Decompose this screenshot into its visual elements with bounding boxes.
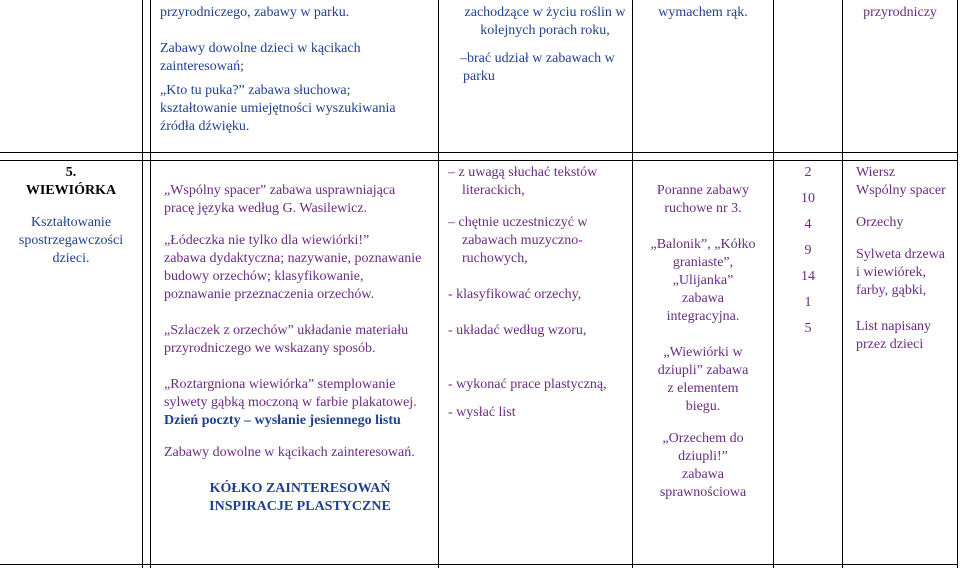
materials-line: Wspólny spacer: [856, 183, 946, 198]
top-goal-line: kolejnych porach roku,: [480, 23, 610, 38]
top-goal-line: parku: [463, 69, 495, 84]
table-border-left: [142, 0, 143, 568]
goal-line: - wykonać prace plastyczną,: [448, 377, 607, 392]
number-value: 4: [804, 217, 812, 232]
number-value: 9: [804, 243, 812, 258]
materials-line: Sylweta drzewa: [856, 247, 946, 262]
activity-line: poznawanie przeznaczenia orzechów.: [164, 287, 375, 302]
activity-line: Zabawy dowolne w kącikach zainteresowań.: [164, 445, 415, 460]
top-goal-line: zachodzące w życiu roślin w: [464, 5, 626, 20]
circle-subtitle: INSPIRACJE PLASTYCZNE: [209, 499, 391, 514]
goal-line: literackich,: [462, 183, 525, 198]
row-divider-mid: [0, 160, 958, 161]
goal-line: ruchowych,: [462, 251, 528, 266]
activity-line: pracę języka według G. Wasilewicz.: [164, 201, 368, 216]
motor-line: graniaste”,: [672, 255, 734, 270]
number-value: 14: [801, 269, 815, 284]
activity-line-highlight: Dzień poczty – wysłanie jesiennego listu: [164, 413, 401, 428]
top-activity-line: przyrodniczego, zabawy w parku.: [160, 5, 350, 20]
top-motor-line: wymachem rąk.: [658, 5, 748, 20]
table-border-col-5: [842, 0, 843, 568]
topic-goal-line: dzieci.: [52, 251, 90, 266]
materials-line: Orzechy: [856, 215, 904, 230]
activity-line: „Wspólny spacer” zabawa usprawniająca: [164, 183, 396, 198]
topic-number: 5.: [65, 165, 77, 180]
topic-title: WIEWIÓRKA: [25, 183, 117, 198]
top-activity-line: Zabawy dowolne dzieci w kącikach zainteresowań;: [160, 41, 361, 74]
motor-line: „Orzechem do: [662, 431, 744, 446]
number-value: 1: [804, 295, 812, 310]
materials-line: Wiersz: [856, 165, 896, 180]
materials-line: i wiewiórek,: [856, 265, 926, 280]
motor-line: dziupli” zabawa: [657, 363, 749, 378]
activity-line: „Łódeczka nie tylko dla wiewiórki!”: [164, 233, 370, 248]
circle-title: KÓŁKO ZAINTERESOWAŃ: [209, 481, 391, 496]
goal-line: - wysłać list: [448, 405, 516, 420]
motor-cell: [633, 182, 773, 502]
table-border-col-1: [150, 0, 151, 568]
top-activity-line: kształtowanie umiejętności wyszukiwania: [160, 101, 396, 116]
motor-line: Poranne zabawy: [656, 183, 750, 198]
motor-line: zabawa: [682, 291, 724, 306]
materials-line: List napisany: [856, 319, 932, 334]
motor-line: ruchowe nr 3.: [664, 201, 742, 216]
activity-line: „Szlaczek z orzechów” układanie materiału: [164, 323, 409, 338]
row-divider-top: [0, 152, 958, 153]
motor-line: „Balonik”, „Kółko: [650, 237, 756, 252]
table-border-right: [957, 0, 958, 568]
topic-goal-line: spostrzegawczości: [18, 233, 124, 248]
top-activity-line: „Kto tu puka?” zabawa słuchowa;: [160, 83, 351, 98]
number-value: 10: [801, 191, 815, 206]
top-activities-cell: [160, 4, 435, 136]
motor-line: integracyjna.: [666, 309, 740, 324]
motor-line: „Wiewiórki w: [663, 345, 743, 360]
motor-line: sprawnościowa: [659, 485, 747, 500]
activity-line: „Roztargniona wiewiórka” stemplowanie: [164, 377, 396, 392]
topic-goal-line: Kształtowanie: [30, 215, 112, 230]
number-value: 5: [804, 321, 812, 336]
goal-line: - klasyfikować orzechy,: [448, 287, 582, 302]
top-materials-line: przyrodniczy: [863, 5, 937, 20]
materials-line: farby, gąbki,: [856, 283, 927, 298]
materials-cell: [856, 164, 956, 354]
activity-line: budowy orzechów; klasyfikowanie,: [164, 269, 364, 284]
activity-line: sylwety gąbką moczoną w farbie plakatowej.: [164, 395, 417, 410]
motor-line: z elementem: [667, 381, 739, 396]
motor-line: „Ulijanka”: [672, 273, 734, 288]
motor-line: zabawa: [682, 467, 724, 482]
goal-line: – chętnie uczestniczyć w: [448, 215, 588, 230]
top-motor-cell: [633, 4, 773, 22]
materials-line: przez dzieci: [856, 337, 924, 352]
goals-cell: [448, 164, 630, 422]
number-value: 2: [804, 165, 812, 180]
top-goal-line: –brać udział w zabawach w: [460, 51, 615, 66]
topic-cell: [0, 164, 142, 268]
goal-line: – z uwagą słuchać tekstów: [448, 165, 598, 180]
row-divider-bottom: [0, 564, 958, 565]
goal-line: zabawach muzyczno-: [462, 233, 583, 248]
activities-cell: [164, 182, 436, 516]
motor-line: dziupli!”: [678, 449, 728, 464]
number-cell: [774, 164, 842, 338]
goal-line: - układać według wzoru,: [448, 323, 587, 338]
activity-line: przyrodniczego we wskazany sposób.: [164, 341, 376, 356]
table-border-col-2: [438, 0, 439, 568]
motor-line: biegu.: [685, 399, 721, 414]
top-goals-cell: [460, 4, 630, 86]
top-activity-line: źródła dźwięku.: [160, 119, 250, 134]
activity-line: zabawa dydaktyczna; nazywanie, poznawanie: [164, 251, 422, 266]
top-materials-cell: [843, 4, 957, 22]
